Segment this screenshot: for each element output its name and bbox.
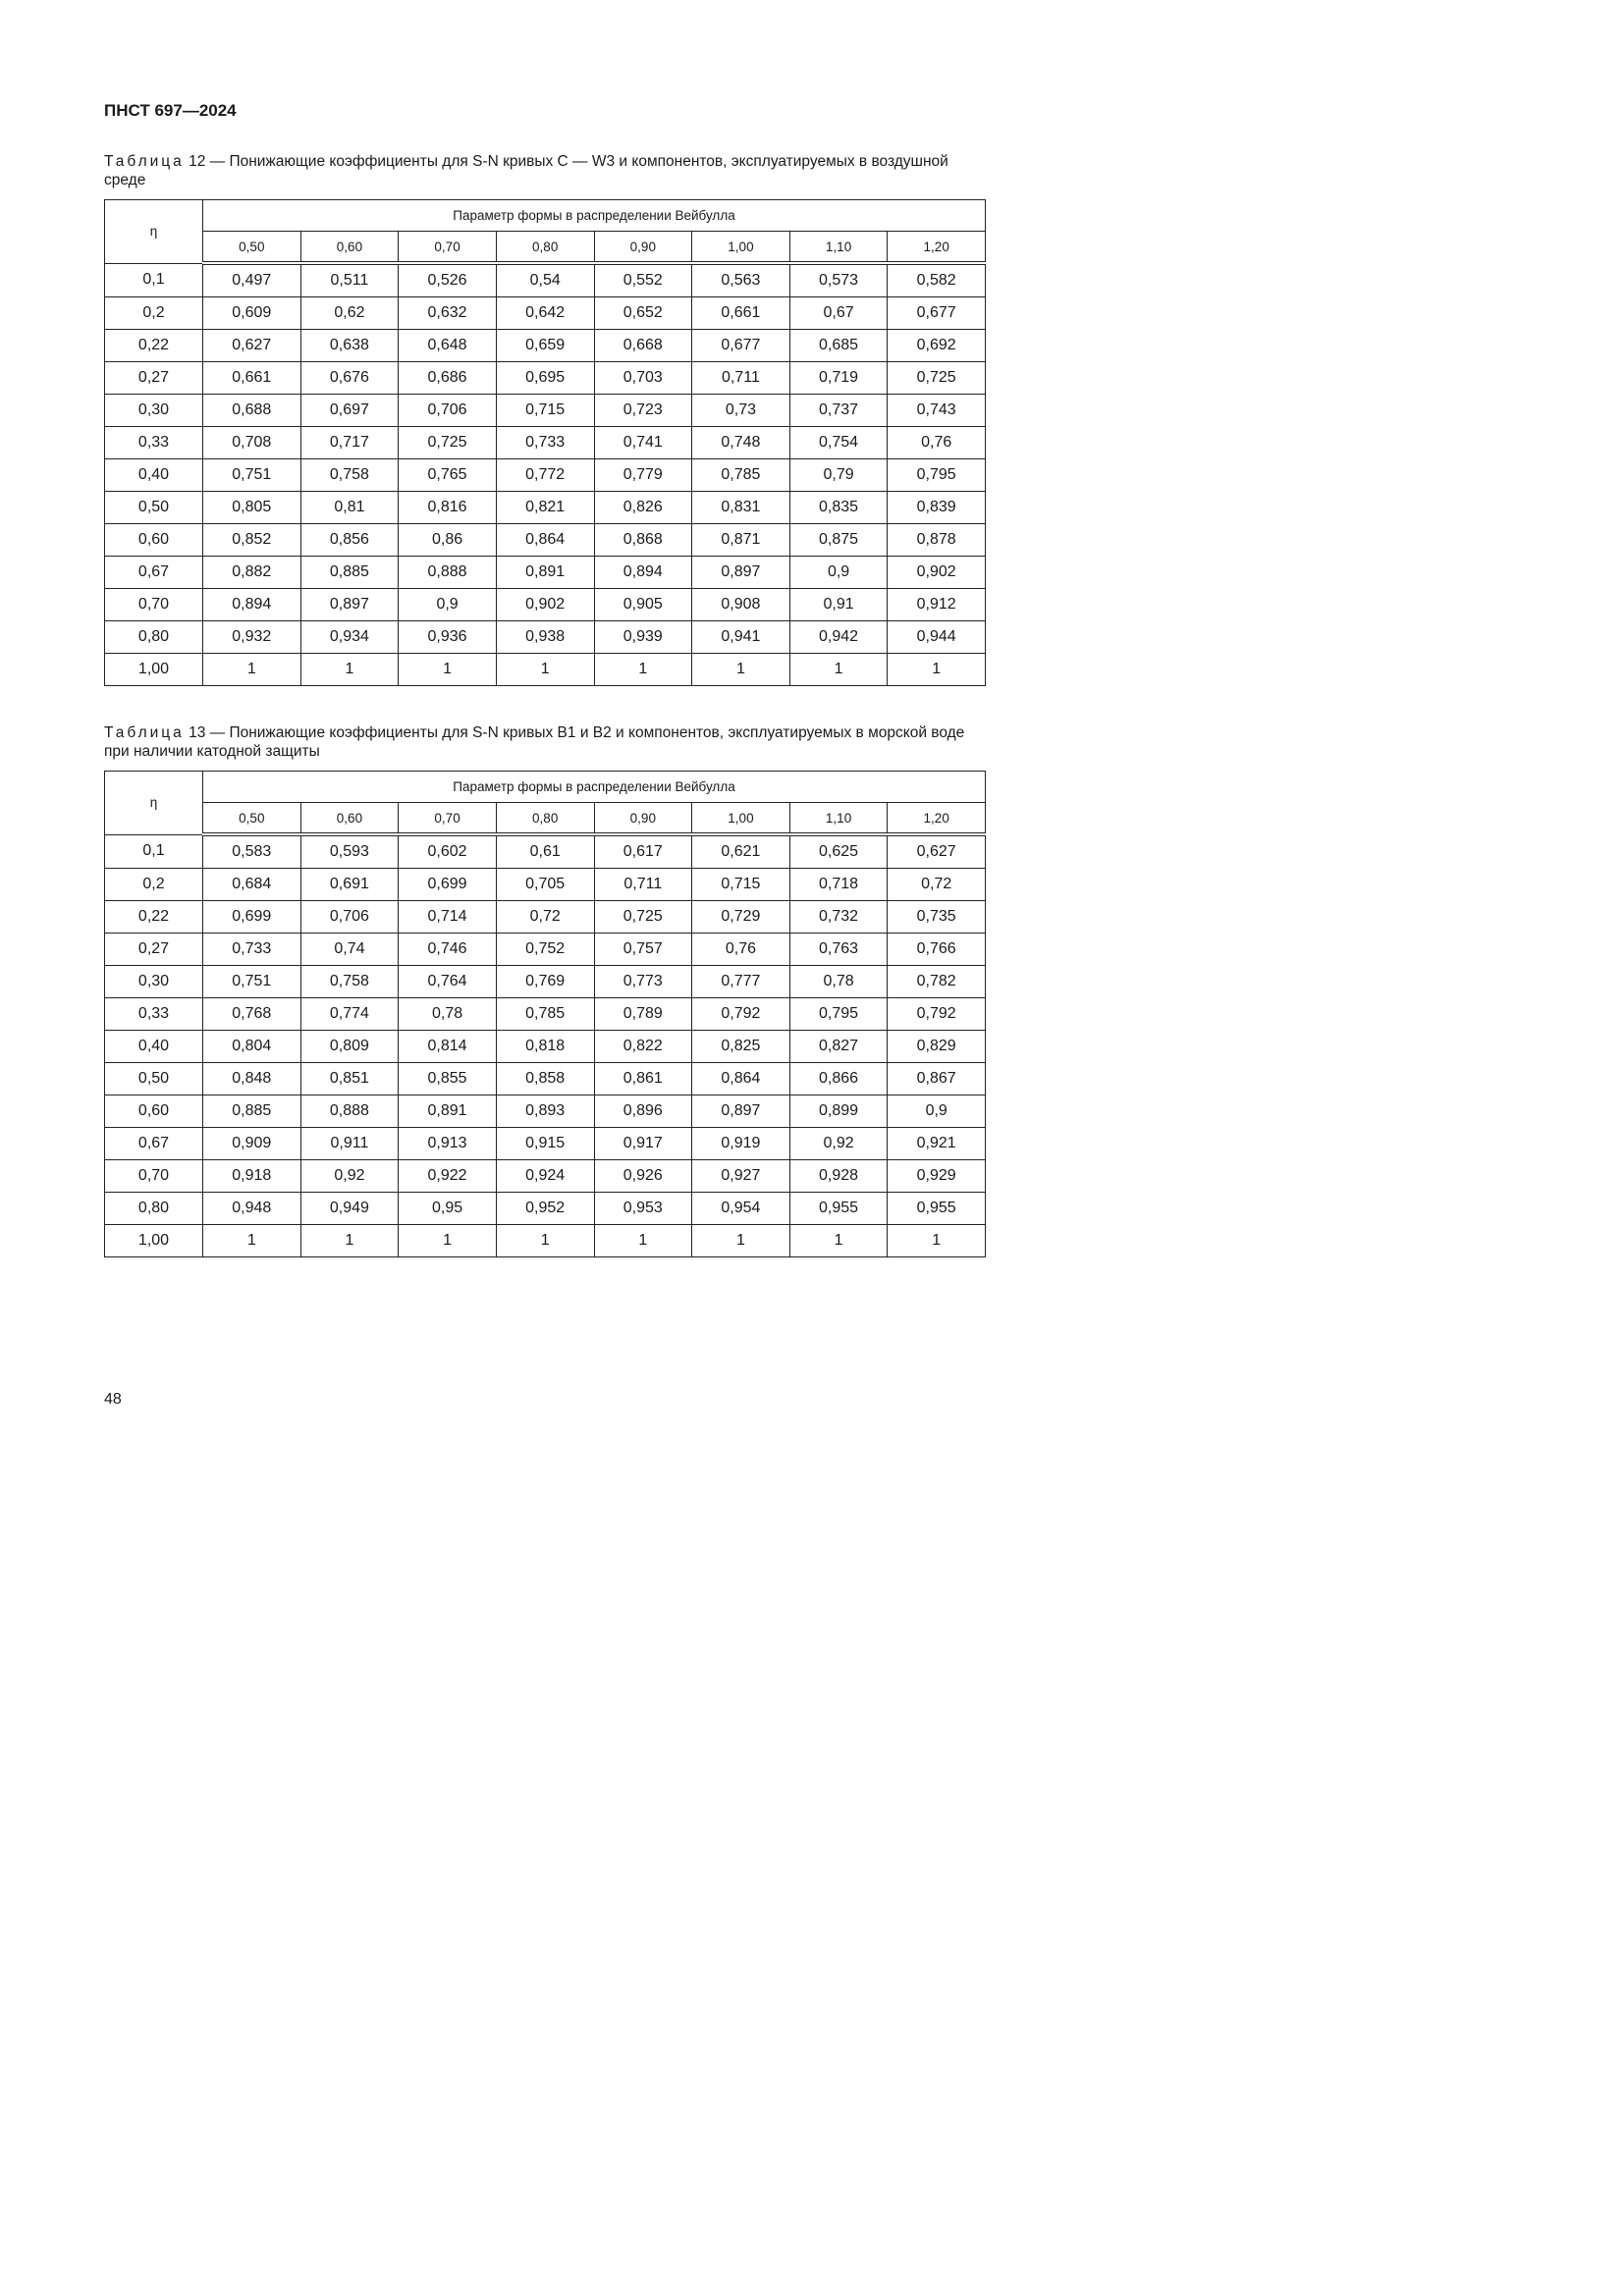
coefficient-cell: 0,774 <box>300 998 399 1031</box>
coefficient-cell: 0,893 <box>496 1095 594 1128</box>
coefficient-cell: 1 <box>496 654 594 686</box>
table-12-caption-word: Таблица <box>104 153 185 170</box>
coefficient-cell: 1 <box>300 654 399 686</box>
coefficient-cell: 0,725 <box>888 362 986 395</box>
coefficient-cell: 0,711 <box>594 869 692 901</box>
coefficient-cell: 0,855 <box>399 1063 497 1095</box>
coefficient-cell: 0,73 <box>692 395 790 427</box>
coefficient-cell: 0,928 <box>789 1160 888 1193</box>
coefficient-cell: 1 <box>300 1225 399 1257</box>
coefficient-cell: 0,932 <box>203 621 301 654</box>
coefficient-cell: 0,609 <box>203 297 301 330</box>
coefficient-cell: 0,627 <box>888 834 986 869</box>
eta-cell: 0,30 <box>105 966 203 998</box>
coefficient-cell: 0,668 <box>594 330 692 362</box>
table-row <box>105 1031 986 1063</box>
eta-cell: 0,27 <box>105 362 203 395</box>
coefficient-cell: 0,792 <box>692 998 790 1031</box>
coefficient-cell: 0,852 <box>203 524 301 557</box>
coefficient-cell: 0,78 <box>789 966 888 998</box>
shape-param-column-header: 1,20 <box>888 803 986 835</box>
coefficient-cell: 0,789 <box>594 998 692 1031</box>
eta-cell: 0,40 <box>105 459 203 492</box>
coefficient-cell: 0,743 <box>888 395 986 427</box>
coefficient-cell: 0,497 <box>203 263 301 297</box>
table-row <box>105 901 986 934</box>
eta-cell: 0,70 <box>105 589 203 621</box>
coefficient-cell: 0,938 <box>496 621 594 654</box>
coefficient-cell: 0,76 <box>692 934 790 966</box>
coefficient-cell: 0,748 <box>692 427 790 459</box>
coefficient-cell: 0,856 <box>300 524 399 557</box>
coefficient-cell: 0,695 <box>496 362 594 395</box>
coefficient-cell: 0,922 <box>399 1160 497 1193</box>
coefficient-cell: 0,763 <box>789 934 888 966</box>
coefficient-cell: 0,785 <box>692 459 790 492</box>
coefficient-cell: 1 <box>399 654 497 686</box>
table-13 <box>104 771 986 1257</box>
coefficient-cell: 0,878 <box>888 524 986 557</box>
coefficient-cell: 0,829 <box>888 1031 986 1063</box>
coefficient-cell: 0,661 <box>203 362 301 395</box>
coefficient-cell: 0,911 <box>300 1128 399 1160</box>
coefficient-cell: 0,593 <box>300 834 399 869</box>
coefficient-cell: 0,821 <box>496 492 594 524</box>
coefficient-cell: 0,625 <box>789 834 888 869</box>
coefficient-cell: 0,954 <box>692 1193 790 1225</box>
weibull-shape-header: Параметр формы в распределении Вейбулла <box>203 772 986 803</box>
coefficient-cell: 0,708 <box>203 427 301 459</box>
coefficient-cell: 0,864 <box>496 524 594 557</box>
coefficient-cell: 0,714 <box>399 901 497 934</box>
coefficient-cell: 0,9 <box>789 557 888 589</box>
table-row <box>105 1128 986 1160</box>
coefficient-cell: 0,814 <box>399 1031 497 1063</box>
eta-cell: 0,50 <box>105 1063 203 1095</box>
coefficient-cell: 0,54 <box>496 263 594 297</box>
eta-cell: 0,70 <box>105 1160 203 1193</box>
eta-cell: 0,33 <box>105 998 203 1031</box>
coefficient-cell: 0,92 <box>300 1160 399 1193</box>
coefficient-cell: 0,706 <box>399 395 497 427</box>
coefficient-cell: 0,718 <box>789 869 888 901</box>
coefficient-cell: 0,733 <box>203 934 301 966</box>
shape-param-column-header: 0,70 <box>399 232 497 264</box>
coefficient-cell: 0,638 <box>300 330 399 362</box>
table-row <box>105 362 986 395</box>
coefficient-cell: 0,897 <box>692 557 790 589</box>
shape-param-column-header: 1,20 <box>888 232 986 264</box>
coefficient-cell: 0,648 <box>399 330 497 362</box>
shape-param-column-header: 0,80 <box>496 803 594 835</box>
eta-cell: 0,2 <box>105 869 203 901</box>
coefficient-cell: 0,795 <box>789 998 888 1031</box>
coefficient-cell: 0,908 <box>692 589 790 621</box>
coefficient-cell: 0,91 <box>789 589 888 621</box>
coefficient-cell: 0,582 <box>888 263 986 297</box>
coefficient-cell: 0,732 <box>789 901 888 934</box>
coefficient-cell: 0,583 <box>203 834 301 869</box>
coefficient-cell: 0,62 <box>300 297 399 330</box>
table-row <box>105 998 986 1031</box>
table-row <box>105 966 986 998</box>
coefficient-cell: 0,685 <box>789 330 888 362</box>
coefficient-cell: 0,751 <box>203 459 301 492</box>
coefficient-cell: 0,867 <box>888 1063 986 1095</box>
table-row <box>105 1225 986 1257</box>
coefficient-cell: 0,703 <box>594 362 692 395</box>
coefficient-cell: 0,921 <box>888 1128 986 1160</box>
coefficient-cell: 0,953 <box>594 1193 692 1225</box>
coefficient-cell: 0,913 <box>399 1128 497 1160</box>
eta-header: η <box>105 772 203 835</box>
coefficient-cell: 0,864 <box>692 1063 790 1095</box>
eta-cell: 0,1 <box>105 834 203 869</box>
table-12-caption <box>104 152 986 189</box>
coefficient-cell: 0,526 <box>399 263 497 297</box>
coefficient-cell: 0,858 <box>496 1063 594 1095</box>
coefficient-cell: 0,705 <box>496 869 594 901</box>
table-row <box>105 621 986 654</box>
coefficient-cell: 0,757 <box>594 934 692 966</box>
coefficient-cell: 0,912 <box>888 589 986 621</box>
coefficient-cell: 0,758 <box>300 459 399 492</box>
coefficient-cell: 0,868 <box>594 524 692 557</box>
table-row <box>105 263 986 297</box>
coefficient-cell: 0,602 <box>399 834 497 869</box>
coefficient-cell: 0,897 <box>692 1095 790 1128</box>
coefficient-cell: 1 <box>692 654 790 686</box>
coefficient-cell: 0,677 <box>888 297 986 330</box>
coefficient-cell: 0,717 <box>300 427 399 459</box>
shape-param-column-header: 0,60 <box>300 232 399 264</box>
table-row <box>105 869 986 901</box>
shape-param-column-header: 1,00 <box>692 803 790 835</box>
coefficient-cell: 0,926 <box>594 1160 692 1193</box>
coefficient-cell: 0,905 <box>594 589 692 621</box>
coefficient-cell: 0,67 <box>789 297 888 330</box>
table-row <box>105 427 986 459</box>
coefficient-cell: 0,861 <box>594 1063 692 1095</box>
coefficient-cell: 0,805 <box>203 492 301 524</box>
eta-cell: 0,80 <box>105 1193 203 1225</box>
coefficient-cell: 0,72 <box>496 901 594 934</box>
coefficient-cell: 0,758 <box>300 966 399 998</box>
coefficient-cell: 0,9 <box>399 589 497 621</box>
table-row <box>105 557 986 589</box>
coefficient-cell: 0,72 <box>888 869 986 901</box>
coefficient-cell: 0,764 <box>399 966 497 998</box>
coefficient-cell: 0,826 <box>594 492 692 524</box>
coefficient-cell: 0,684 <box>203 869 301 901</box>
eta-cell: 1,00 <box>105 1225 203 1257</box>
coefficient-cell: 0,563 <box>692 263 790 297</box>
table-row <box>105 330 986 362</box>
coefficient-cell: 0,896 <box>594 1095 692 1128</box>
coefficient-cell: 0,785 <box>496 998 594 1031</box>
shape-param-column-header: 0,70 <box>399 803 497 835</box>
coefficient-cell: 1 <box>203 1225 301 1257</box>
coefficient-cell: 0,792 <box>888 998 986 1031</box>
coefficient-cell: 0,888 <box>300 1095 399 1128</box>
table-row <box>105 1160 986 1193</box>
coefficient-cell: 0,741 <box>594 427 692 459</box>
coefficient-cell: 0,754 <box>789 427 888 459</box>
coefficient-cell: 0,894 <box>203 589 301 621</box>
coefficient-cell: 0,74 <box>300 934 399 966</box>
table-row <box>105 834 986 869</box>
coefficient-cell: 0,809 <box>300 1031 399 1063</box>
coefficient-cell: 0,871 <box>692 524 790 557</box>
table-row <box>105 524 986 557</box>
shape-param-column-header: 1,10 <box>789 803 888 835</box>
shape-param-column-header: 0,90 <box>594 232 692 264</box>
coefficient-cell: 0,934 <box>300 621 399 654</box>
coefficient-cell: 0,677 <box>692 330 790 362</box>
shape-param-column-header: 0,50 <box>203 232 301 264</box>
coefficient-cell: 0,885 <box>300 557 399 589</box>
eta-header: η <box>105 200 203 264</box>
coefficient-cell: 0,511 <box>300 263 399 297</box>
coefficient-cell: 1 <box>692 1225 790 1257</box>
eta-cell: 0,80 <box>105 621 203 654</box>
coefficient-cell: 0,955 <box>789 1193 888 1225</box>
coefficient-cell: 0,952 <box>496 1193 594 1225</box>
coefficient-cell: 0,818 <box>496 1031 594 1063</box>
coefficient-cell: 0,891 <box>496 557 594 589</box>
table-row <box>105 459 986 492</box>
table-row <box>105 654 986 686</box>
table-row <box>105 1095 986 1128</box>
coefficient-cell: 0,851 <box>300 1063 399 1095</box>
coefficient-cell: 1 <box>888 654 986 686</box>
coefficient-cell: 0,725 <box>399 427 497 459</box>
table-13-caption-text: 13 — Понижающие коэффициенты для S-N кривых B1 и B2 и компонентов, эксплуатируемых в морской воде при наличии катодной защиты <box>104 724 965 760</box>
coefficient-cell: 0,617 <box>594 834 692 869</box>
coefficient-cell: 0,899 <box>789 1095 888 1128</box>
coefficient-cell: 0,686 <box>399 362 497 395</box>
coefficient-cell: 0,552 <box>594 263 692 297</box>
shape-param-column-header: 1,00 <box>692 232 790 264</box>
coefficient-cell: 0,885 <box>203 1095 301 1128</box>
coefficient-cell: 0,773 <box>594 966 692 998</box>
table-row <box>105 492 986 524</box>
coefficient-cell: 0,825 <box>692 1031 790 1063</box>
coefficient-cell: 0,902 <box>888 557 986 589</box>
coefficient-cell: 1 <box>888 1225 986 1257</box>
table-13-caption <box>104 723 986 761</box>
coefficient-cell: 0,691 <box>300 869 399 901</box>
shape-param-column-header: 0,80 <box>496 232 594 264</box>
coefficient-cell: 0,711 <box>692 362 790 395</box>
eta-cell: 0,50 <box>105 492 203 524</box>
coefficient-cell: 0,891 <box>399 1095 497 1128</box>
eta-cell: 0,2 <box>105 297 203 330</box>
table-row <box>105 297 986 330</box>
table-row <box>105 1193 986 1225</box>
coefficient-cell: 0,642 <box>496 297 594 330</box>
eta-cell: 0,60 <box>105 524 203 557</box>
eta-cell: 1,00 <box>105 654 203 686</box>
coefficient-cell: 0,924 <box>496 1160 594 1193</box>
coefficient-cell: 0,751 <box>203 966 301 998</box>
coefficient-cell: 0,929 <box>888 1160 986 1193</box>
coefficient-cell: 0,715 <box>692 869 790 901</box>
table-row <box>105 1063 986 1095</box>
table-row <box>105 395 986 427</box>
coefficient-cell: 0,79 <box>789 459 888 492</box>
coefficient-cell: 0,737 <box>789 395 888 427</box>
coefficient-cell: 0,848 <box>203 1063 301 1095</box>
coefficient-cell: 0,882 <box>203 557 301 589</box>
coefficient-cell: 0,918 <box>203 1160 301 1193</box>
coefficient-cell: 1 <box>496 1225 594 1257</box>
coefficient-cell: 0,659 <box>496 330 594 362</box>
coefficient-cell: 0,733 <box>496 427 594 459</box>
coefficient-cell: 0,875 <box>789 524 888 557</box>
coefficient-cell: 0,92 <box>789 1128 888 1160</box>
coefficient-cell: 0,76 <box>888 427 986 459</box>
coefficient-cell: 0,822 <box>594 1031 692 1063</box>
coefficient-cell: 0,688 <box>203 395 301 427</box>
eta-cell: 0,60 <box>105 1095 203 1128</box>
coefficient-cell: 0,816 <box>399 492 497 524</box>
coefficient-cell: 0,909 <box>203 1128 301 1160</box>
coefficient-cell: 0,927 <box>692 1160 790 1193</box>
coefficient-cell: 0,936 <box>399 621 497 654</box>
coefficient-cell: 1 <box>594 654 692 686</box>
coefficient-cell: 0,61 <box>496 834 594 869</box>
coefficient-cell: 0,917 <box>594 1128 692 1160</box>
coefficient-cell: 0,942 <box>789 621 888 654</box>
eta-cell: 0,22 <box>105 330 203 362</box>
coefficient-cell: 0,715 <box>496 395 594 427</box>
coefficient-cell: 0,706 <box>300 901 399 934</box>
coefficient-cell: 0,699 <box>399 869 497 901</box>
coefficient-cell: 0,804 <box>203 1031 301 1063</box>
document-code: ПНСТ 697—2024 <box>104 101 237 120</box>
shape-param-column-header: 0,50 <box>203 803 301 835</box>
eta-cell: 0,1 <box>105 263 203 297</box>
eta-cell: 0,40 <box>105 1031 203 1063</box>
coefficient-cell: 0,939 <box>594 621 692 654</box>
coefficient-cell: 0,897 <box>300 589 399 621</box>
shape-param-column-header: 1,10 <box>789 232 888 264</box>
coefficient-cell: 0,9 <box>888 1095 986 1128</box>
page-number: 48 <box>104 1391 122 1408</box>
weibull-shape-header: Параметр формы в распределении Вейбулла <box>203 200 986 232</box>
coefficient-cell: 1 <box>789 1225 888 1257</box>
coefficient-cell: 0,768 <box>203 998 301 1031</box>
coefficient-cell: 0,735 <box>888 901 986 934</box>
coefficient-cell: 0,78 <box>399 998 497 1031</box>
coefficient-cell: 0,915 <box>496 1128 594 1160</box>
coefficient-cell: 0,723 <box>594 395 692 427</box>
coefficient-cell: 0,746 <box>399 934 497 966</box>
coefficient-cell: 0,729 <box>692 901 790 934</box>
coefficient-cell: 0,902 <box>496 589 594 621</box>
coefficient-cell: 0,948 <box>203 1193 301 1225</box>
coefficient-cell: 0,835 <box>789 492 888 524</box>
eta-cell: 0,67 <box>105 1128 203 1160</box>
coefficient-cell: 0,95 <box>399 1193 497 1225</box>
coefficient-cell: 0,772 <box>496 459 594 492</box>
table-13-caption-word: Таблица <box>104 724 185 741</box>
coefficient-cell: 0,866 <box>789 1063 888 1095</box>
coefficient-cell: 0,692 <box>888 330 986 362</box>
coefficient-cell: 0,725 <box>594 901 692 934</box>
coefficient-cell: 0,839 <box>888 492 986 524</box>
eta-cell: 0,27 <box>105 934 203 966</box>
coefficient-cell: 0,699 <box>203 901 301 934</box>
coefficient-cell: 1 <box>594 1225 692 1257</box>
coefficient-cell: 0,766 <box>888 934 986 966</box>
coefficient-cell: 0,919 <box>692 1128 790 1160</box>
coefficient-cell: 0,86 <box>399 524 497 557</box>
coefficient-cell: 0,949 <box>300 1193 399 1225</box>
coefficient-cell: 0,779 <box>594 459 692 492</box>
eta-cell: 0,22 <box>105 901 203 934</box>
coefficient-cell: 0,944 <box>888 621 986 654</box>
coefficient-cell: 0,782 <box>888 966 986 998</box>
coefficient-cell: 0,661 <box>692 297 790 330</box>
coefficient-cell: 0,955 <box>888 1193 986 1225</box>
shape-param-column-header: 0,90 <box>594 803 692 835</box>
coefficient-cell: 0,941 <box>692 621 790 654</box>
table-12-caption-text: 12 — Понижающие коэффициенты для S-N кривых C — W3 и компонентов, эксплуатируемых в воздушной среде <box>104 153 948 188</box>
coefficient-cell: 0,831 <box>692 492 790 524</box>
eta-cell: 0,33 <box>105 427 203 459</box>
coefficient-cell: 0,652 <box>594 297 692 330</box>
coefficient-cell: 0,827 <box>789 1031 888 1063</box>
coefficient-cell: 0,894 <box>594 557 692 589</box>
coefficient-cell: 0,621 <box>692 834 790 869</box>
coefficient-cell: 1 <box>789 654 888 686</box>
shape-param-column-header: 0,60 <box>300 803 399 835</box>
coefficient-cell: 1 <box>203 654 301 686</box>
coefficient-cell: 1 <box>399 1225 497 1257</box>
coefficient-cell: 0,573 <box>789 263 888 297</box>
table-row <box>105 934 986 966</box>
coefficient-cell: 0,632 <box>399 297 497 330</box>
coefficient-cell: 0,719 <box>789 362 888 395</box>
coefficient-cell: 0,795 <box>888 459 986 492</box>
coefficient-cell: 0,81 <box>300 492 399 524</box>
coefficient-cell: 0,765 <box>399 459 497 492</box>
coefficient-cell: 0,769 <box>496 966 594 998</box>
coefficient-cell: 0,777 <box>692 966 790 998</box>
coefficient-cell: 0,888 <box>399 557 497 589</box>
coefficient-cell: 0,697 <box>300 395 399 427</box>
eta-cell: 0,30 <box>105 395 203 427</box>
coefficient-cell: 0,676 <box>300 362 399 395</box>
table-row <box>105 589 986 621</box>
eta-cell: 0,67 <box>105 557 203 589</box>
coefficient-cell: 0,752 <box>496 934 594 966</box>
coefficient-cell: 0,627 <box>203 330 301 362</box>
table-12 <box>104 199 986 686</box>
